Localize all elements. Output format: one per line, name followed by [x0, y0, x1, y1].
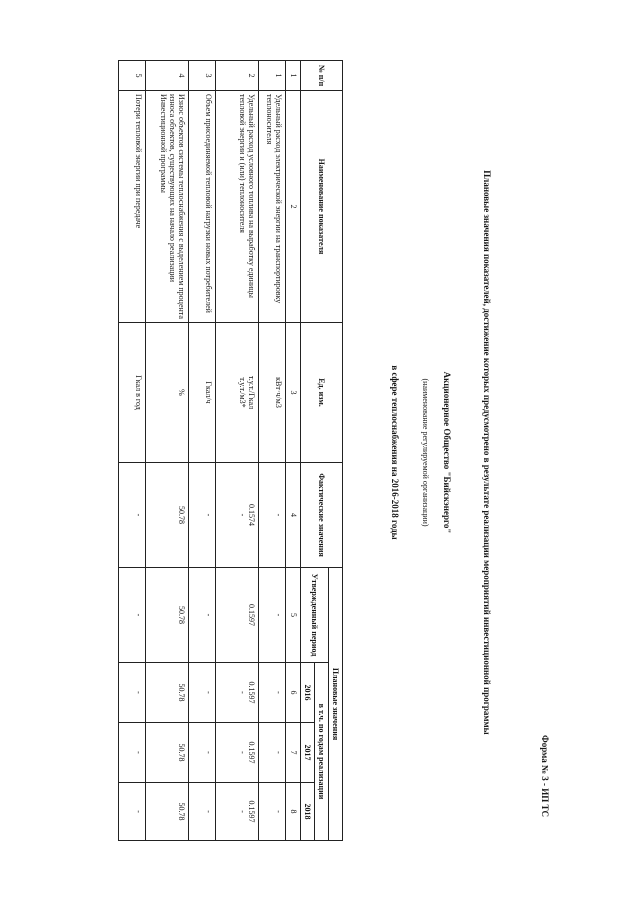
row-unit: т.у.т./Гкал т.у.т./м3*	[216, 323, 259, 463]
header-fact: Фактические значения	[301, 463, 343, 568]
row-no: 3	[189, 61, 216, 91]
column-number: 2	[286, 91, 301, 323]
row-name: Объем присоединяемой тепловой нагрузки новых потребителей	[189, 91, 216, 323]
row-period: 0.1597	[216, 568, 259, 663]
row-no: 1	[259, 61, 286, 91]
row-unit: кВт·ч/м3	[259, 323, 286, 463]
header-year-2017: 2017	[301, 723, 315, 783]
form-number: Форма № 3 - ИП ТС	[540, 735, 550, 817]
header-year-2016: 2016	[301, 663, 315, 723]
row-2016: 50.78	[146, 663, 189, 723]
header-unit: Ед. изм.	[301, 323, 343, 463]
row-2016: 0.1597 -	[216, 663, 259, 723]
row-2018: -	[119, 783, 146, 841]
row-period: -	[119, 568, 146, 663]
row-2017: -	[119, 723, 146, 783]
column-number: 7	[286, 723, 301, 783]
row-2016: -	[259, 663, 286, 723]
row-name: Удельный расход электрической энергии на транспортировку теплоносителя	[259, 91, 286, 323]
indicators-table	[118, 60, 343, 841]
column-number: 6	[286, 663, 301, 723]
row-no: 4	[146, 61, 189, 91]
column-number-row	[286, 61, 301, 841]
row-2018: -	[189, 783, 216, 841]
row-fact: -	[259, 463, 286, 568]
row-2018: -	[259, 783, 286, 841]
row-2017: -	[259, 723, 286, 783]
organization-hint: (наименование регулируемой организации)	[421, 378, 430, 527]
row-fact: 50.78	[146, 463, 189, 568]
header-name: Наименование показателя	[301, 91, 343, 323]
header-year-2018: 2018	[301, 783, 315, 841]
table-row	[119, 61, 146, 841]
column-number: 1	[286, 61, 301, 91]
row-2018: 50.78	[146, 783, 189, 841]
row-name: Износ объектов системы теплоснабжения с выделением процента износа объектов, существующих на начало реализации Инвестиционной программы	[146, 91, 189, 323]
table-row	[146, 61, 189, 841]
row-2016: -	[119, 663, 146, 723]
header-period: Утвержденный период	[301, 568, 329, 663]
column-number: 4	[286, 463, 301, 568]
header-plan: Плановые значения	[329, 568, 343, 841]
row-unit: Гкал в год	[119, 323, 146, 463]
row-fact: -	[189, 463, 216, 568]
table-row	[216, 61, 259, 841]
row-2017: 50.78	[146, 723, 189, 783]
header-no: № п/п	[301, 61, 343, 91]
row-period: -	[259, 568, 286, 663]
row-2016: -	[189, 663, 216, 723]
row-period: -	[189, 568, 216, 663]
row-2018: 0.1597 -	[216, 783, 259, 841]
column-number: 8	[286, 783, 301, 841]
row-fact: -	[119, 463, 146, 568]
row-unit: Гкал/ч	[189, 323, 216, 463]
row-name: Потери тепловой энергии при передаче	[119, 91, 146, 323]
row-no: 2	[216, 61, 259, 91]
row-period: 50.78	[146, 568, 189, 663]
row-fact: 0.1574 -	[216, 463, 259, 568]
header-by-years: в т.ч. по годам реализации	[315, 663, 329, 841]
document-title: Плановые значения показателей, достижение которых предусмотрено в результате реализации мероприятий инвестиционной программы	[482, 170, 492, 735]
table-row	[259, 61, 286, 841]
column-number: 3	[286, 323, 301, 463]
row-2017: -	[189, 723, 216, 783]
row-unit: %	[146, 323, 189, 463]
column-number: 5	[286, 568, 301, 663]
sphere-subtitle: в сфере теплоснабжения на 2016-2018 годы	[390, 365, 400, 540]
organization-name: Акционерное Общество "Бийскэнерго"	[442, 371, 452, 534]
row-no: 5	[119, 61, 146, 91]
table-row	[189, 61, 216, 841]
row-name: Удельный расход условного топлива на выработку единицы тепловой энергии и (или) теплоносителя	[216, 91, 259, 323]
row-2017: 0.1597 -	[216, 723, 259, 783]
